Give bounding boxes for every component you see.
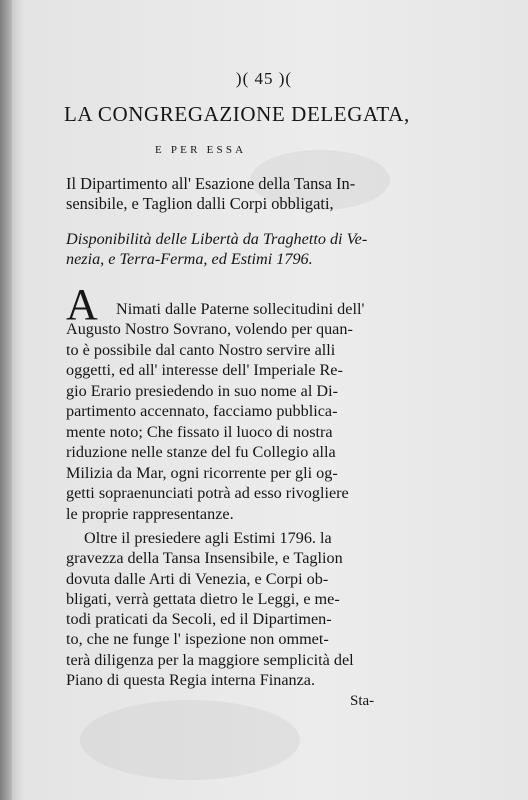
paragraph-line: to è possibile dal canto Nostro servire alli <box>66 341 336 359</box>
page-binding-edge <box>0 0 12 800</box>
paragraph-line: todi praticati da Secoli, ed il Dipartimen- <box>66 610 332 628</box>
document-title: LA CONGREGAZIONE DELEGATA, <box>64 102 410 126</box>
paragraph-line: getti sopraenunciati potrà ad esso rivogliere <box>66 484 349 502</box>
department-line: Il Dipartimento all' Esazione della Tansa In- <box>66 174 356 193</box>
paragraph-line: riduzione nelle stanze del fu Collegio alla <box>66 443 336 461</box>
document-subtitle: E PER ESSA <box>155 144 247 156</box>
paragraph-line: Nimati dalle Paterne sollecitudini dell' <box>116 300 365 318</box>
paragraph-line: gravezza della Tansa Insensibile, e Taglion <box>66 549 343 567</box>
paragraph-line: terà diligenza per la maggiore semplicità del <box>66 651 354 669</box>
paper-stain <box>80 700 300 780</box>
department-line: sensibile, e Taglion dalli Corpi obbligati, <box>66 194 334 213</box>
paragraph-line: to, che ne funge l' ispezione non ommet- <box>66 630 329 648</box>
drop-cap: A <box>66 280 98 329</box>
paragraph-line: dovuta dalle Arti di Venezia, e Corpi ob- <box>66 570 329 588</box>
paragraph-line: Augusto Nostro Sovrano, volendo per quan- <box>66 320 353 338</box>
paragraph-line: bligati, verrà gettata dietro le Leggi, e me- <box>66 590 340 608</box>
paragraph-line: Milizia da Mar, ogni ricorrente per gli og- <box>66 464 338 482</box>
paragraph-line: partimento accennato, facciamo pubblica- <box>66 402 338 420</box>
paragraph-line: mente noto; Che fissato il luoco di nostra <box>66 423 333 441</box>
italic-heading-line: Disponibilità delle Libertà da Traghetto di Ve- <box>66 230 368 248</box>
page-number: )( 45 )( <box>235 69 293 88</box>
paragraph-line: oggetti, ed all' interesse dell' Imperiale Re- <box>66 361 343 379</box>
catchword: Sta- <box>350 693 375 709</box>
paragraph-line: Oltre il presiedere agli Estimi 1796. la <box>84 529 332 547</box>
italic-heading-line: nezia, e Terra-Ferma, ed Estimi 1796. <box>66 250 313 268</box>
paragraph-line: gio Erario presiedendo in suo nome al Di- <box>66 382 338 400</box>
paragraph-line: Piano di questa Regia interna Finanza. <box>66 671 316 689</box>
paragraph-line: le proprie rappresentanze. <box>66 505 234 523</box>
